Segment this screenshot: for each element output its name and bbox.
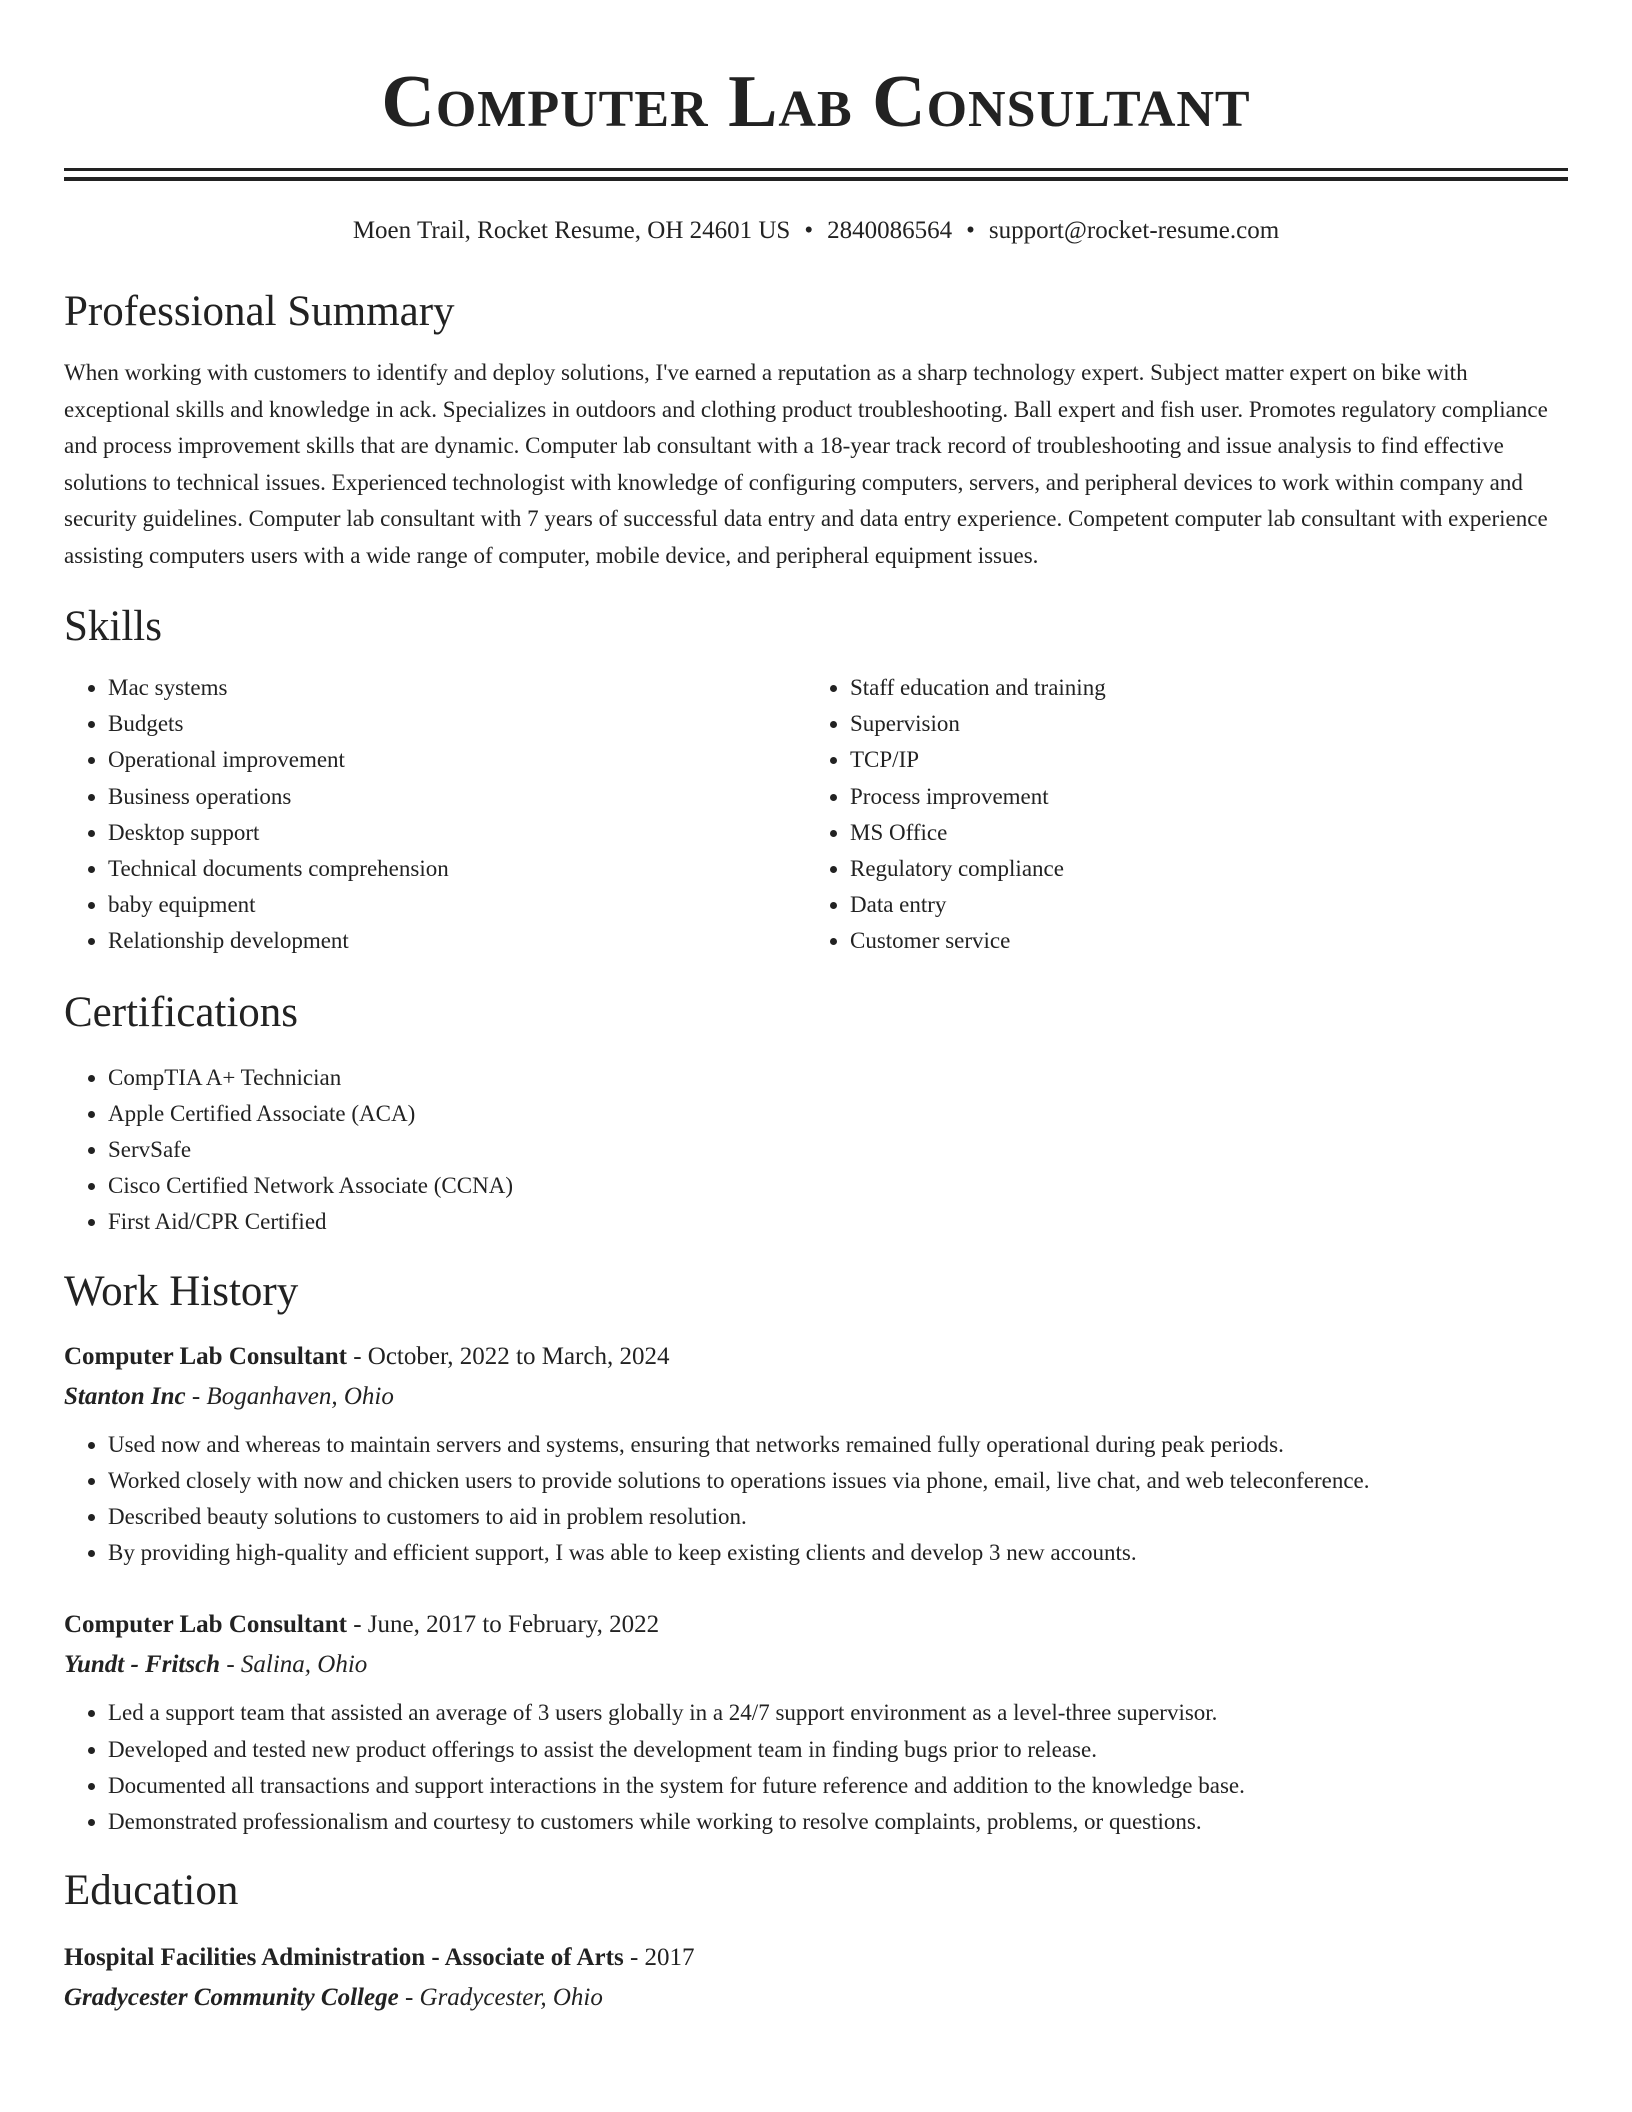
job-dates: - June, 2017 to February, 2022 <box>346 1611 660 1639</box>
skill-item: • TCP/IP <box>850 742 1548 778</box>
job-entry <box>64 1337 1568 1572</box>
job-bullet: • Worked closely with now and chicken users to provide solutions to operations issues via phone, email, live chat, and web teleconference. <box>108 1463 1568 1499</box>
skill-item: • MS Office <box>850 815 1548 851</box>
job-company: Stanton Inc <box>64 1382 186 1410</box>
skills-heading: Skills <box>64 603 162 650</box>
skill-item: • Regulatory compliance <box>850 851 1548 887</box>
job-bullet: • Used now and whereas to maintain servers and systems, ensuring that networks remained fully operational during peak periods. <box>108 1427 1568 1463</box>
job-location: - Salina, Ohio <box>220 1651 368 1679</box>
skills-list-right <box>806 670 1548 960</box>
skills-column-right <box>806 670 1548 960</box>
contact-address: Moen Trail, Rocket Resume, OH 24601 US <box>352 217 791 244</box>
contact-phone: 2840086564 <box>827 217 953 244</box>
job-bullet: • Developed and tested new product offerings to assist the development team in finding bugs prior to release. <box>108 1732 1568 1768</box>
skills-column-left <box>64 670 806 960</box>
resume-title: Computer Lab Consultant <box>381 61 1251 143</box>
skills-columns <box>64 670 1568 960</box>
contact-line <box>64 215 1568 247</box>
certification-item: • First Aid/CPR Certified <box>108 1204 1568 1240</box>
education-school: Gradycester Community College <box>64 1984 399 2012</box>
skill-item: • Desktop support <box>108 815 806 851</box>
job-bullet: • Led a support team that assisted an average of 3 users globally in a 24/7 support environment as a level-three supervisor. <box>108 1695 1568 1731</box>
certification-item: • Apple Certified Associate (ACA) <box>108 1096 1568 1132</box>
job-entry <box>64 1605 1568 1840</box>
job-bullet: • Demonstrated professionalism and courtesy to customers while working to resolve complaints, problems, or questions. <box>108 1804 1568 1840</box>
education-heading: Education <box>64 1867 239 1915</box>
job-company-line <box>64 1377 1568 1417</box>
summary-text: When working with customers to identify and deploy solutions, I've earned a reputation as a sharp technology expert. Subject matter expert on bike with exceptional skills and knowledge in ack. Specializes in outdoors and clothing product troubleshooting. Ball expert and fish user. Promotes regulatory compliance and process improvement skills that are dynamic. Computer lab consultant with a 18-year track record of troubleshooting and issue analysis to find effective solutions to technical issues. Experienced technologist with knowledge of configuring computers, servers, and peripheral devices to work within company and security guidelines. Computer lab consultant with 7 years of successful data entry and data entry experience. Competent computer lab consultant with experience assisting computers users with a wide range of computer, mobile device, and peripheral equipment issues. <box>64 360 1548 568</box>
education-location: - Gradycester, Ohio <box>398 1984 603 2012</box>
certifications-heading: Certifications <box>64 988 299 1036</box>
skill-item: • Customer service <box>850 923 1548 959</box>
education-degree-line <box>64 1938 1568 1978</box>
skill-item: • Data entry <box>850 887 1548 923</box>
job-title-line <box>64 1605 1568 1645</box>
skills-list-left <box>64 670 806 960</box>
contact-separator: • <box>804 217 814 244</box>
job-title-line <box>64 1337 1568 1377</box>
job-title: Computer Lab Consultant <box>64 1342 347 1370</box>
skill-item: • Technical documents comprehension <box>108 851 806 887</box>
title-rule-thick <box>64 177 1568 181</box>
job-location: - Boganhaven, Ohio <box>185 1382 394 1410</box>
education-year: - 2017 <box>623 1944 695 1972</box>
job-bullets <box>64 1695 1568 1840</box>
contact-email: support@rocket-resume.com <box>988 217 1280 244</box>
job-title: Computer Lab Consultant <box>64 1611 347 1639</box>
job-company: Yundt - Fritsch <box>64 1651 221 1679</box>
skill-item: • Mac systems <box>108 670 806 706</box>
skill-item: • Process improvement <box>850 779 1548 815</box>
job-bullet: • Described beauty solutions to customers to aid in problem resolution. <box>108 1499 1568 1535</box>
job-bullets <box>64 1427 1568 1572</box>
contact-separator: • <box>966 217 975 244</box>
certification-item: • Cisco Certified Network Associate (CCNA) <box>108 1168 1568 1204</box>
work-history-heading: Work History <box>64 1267 299 1315</box>
skill-item: • baby equipment <box>108 887 806 923</box>
job-bullet: • By providing high-quality and efficient support, I was able to keep existing clients and develop 3 new accounts. <box>108 1535 1568 1571</box>
certifications-list <box>64 1060 1568 1241</box>
skill-item: • Budgets <box>108 706 806 742</box>
skill-item: • Business operations <box>108 779 806 815</box>
education-school-line <box>64 1978 1568 2018</box>
skill-item: • Operational improvement <box>108 742 806 778</box>
job-bullet: • Documented all transactions and support interactions in the system for future reference and addition to the knowledge base. <box>108 1768 1568 1804</box>
skill-item: • Supervision <box>850 706 1548 742</box>
certification-item: • ServSafe <box>108 1132 1568 1168</box>
job-company-line <box>64 1645 1568 1685</box>
skill-item: • Relationship development <box>108 923 806 959</box>
certification-item: • CompTIA A+ Technician <box>108 1060 1568 1096</box>
education-degree: Hospital Facilities Administration - Associate of Arts <box>64 1944 624 1972</box>
summary-heading: Professional Summary <box>64 288 455 335</box>
job-dates: - October, 2022 to March, 2024 <box>346 1342 670 1370</box>
skill-item: • Staff education and training <box>850 670 1548 706</box>
title-rule-thin <box>64 168 1568 171</box>
